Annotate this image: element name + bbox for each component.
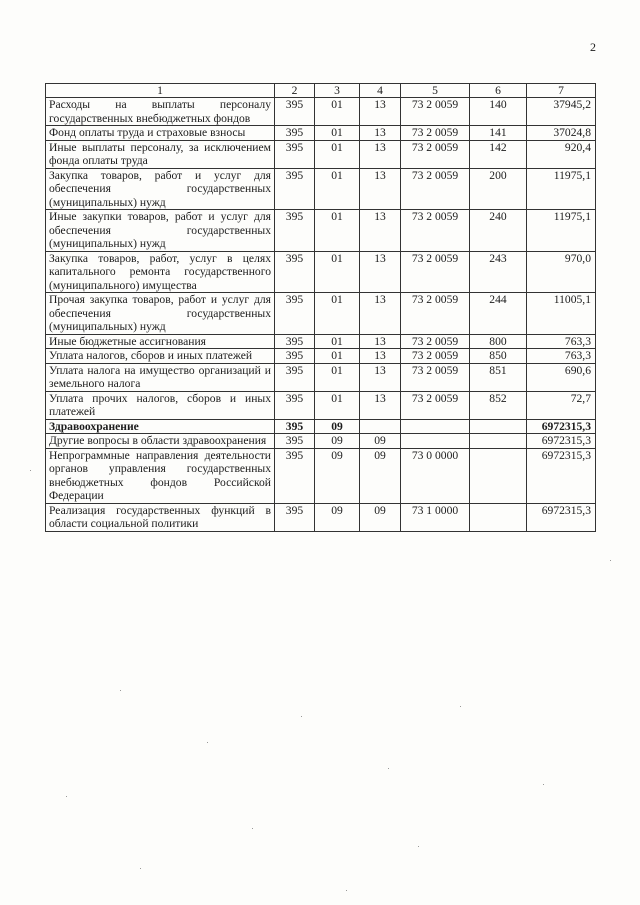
cell-sum: 72,7 — [527, 391, 596, 419]
table-row — [46, 168, 596, 210]
cell-csr: 73 0 0000 — [401, 448, 470, 503]
cell-vr — [470, 503, 527, 531]
cell-sum: 37945,2 — [527, 98, 596, 126]
cell-rz: 01 — [315, 363, 360, 391]
page-number: 2 — [590, 40, 596, 54]
cell-csr: 73 2 0059 — [401, 349, 470, 364]
cell-vr: 200 — [470, 168, 527, 210]
cell-grbs: 395 — [275, 168, 315, 210]
cell-sum: 970,0 — [527, 251, 596, 293]
cell-grbs: 395 — [275, 434, 315, 449]
table-row — [46, 349, 596, 364]
cell-csr: 73 2 0059 — [401, 210, 470, 252]
cell-grbs: 395 — [275, 293, 315, 335]
cell-rz: 01 — [315, 293, 360, 335]
cell-name: Уплата налога на имущество организаций и земельного налога — [46, 363, 275, 391]
table-row — [46, 126, 596, 141]
table-row — [46, 434, 596, 449]
column-header-7: 7 — [527, 84, 596, 98]
table-body — [46, 98, 596, 532]
cell-pr — [360, 419, 401, 434]
cell-vr: 852 — [470, 391, 527, 419]
cell-rz: 01 — [315, 126, 360, 141]
cell-sum: 37024,8 — [527, 126, 596, 141]
cell-rz: 09 — [315, 448, 360, 503]
cell-rz: 01 — [315, 391, 360, 419]
cell-vr — [470, 434, 527, 449]
cell-pr: 13 — [360, 210, 401, 252]
column-header-5: 5 — [401, 84, 470, 98]
cell-sum: 690,6 — [527, 363, 596, 391]
cell-name: Фонд оплаты труда и страховые взносы — [46, 126, 275, 141]
column-header-2: 2 — [275, 84, 315, 98]
cell-pr: 13 — [360, 140, 401, 168]
cell-grbs: 395 — [275, 251, 315, 293]
cell-rz: 09 — [315, 503, 360, 531]
cell-vr: 244 — [470, 293, 527, 335]
cell-name: Непрограммные направления деятельности органов управления государственных внебюджетных фондов Российской Федерации — [46, 448, 275, 503]
cell-rz: 01 — [315, 210, 360, 252]
cell-vr: 850 — [470, 349, 527, 364]
cell-sum: 6972315,3 — [527, 448, 596, 503]
cell-vr: 240 — [470, 210, 527, 252]
cell-csr: 73 2 0059 — [401, 363, 470, 391]
cell-vr: 243 — [470, 251, 527, 293]
cell-csr — [401, 419, 470, 434]
cell-sum: 6972315,3 — [527, 419, 596, 434]
cell-rz: 01 — [315, 98, 360, 126]
cell-sum: 763,3 — [527, 334, 596, 349]
cell-name: Реализация государственных функций в области социальной политики — [46, 503, 275, 531]
cell-sum: 6972315,3 — [527, 434, 596, 449]
cell-rz: 01 — [315, 349, 360, 364]
table-row — [46, 391, 596, 419]
cell-grbs: 395 — [275, 349, 315, 364]
cell-vr — [470, 419, 527, 434]
cell-grbs: 395 — [275, 210, 315, 252]
cell-pr: 09 — [360, 448, 401, 503]
cell-name: Расходы на выплаты персоналу государственных внебюджетных фондов — [46, 98, 275, 126]
cell-pr: 09 — [360, 503, 401, 531]
cell-pr: 13 — [360, 98, 401, 126]
cell-csr: 73 2 0059 — [401, 391, 470, 419]
cell-vr: 141 — [470, 126, 527, 141]
cell-sum: 11975,1 — [527, 210, 596, 252]
cell-grbs: 395 — [275, 140, 315, 168]
table-row — [46, 293, 596, 335]
cell-sum: 920,4 — [527, 140, 596, 168]
cell-csr: 73 1 0000 — [401, 503, 470, 531]
cell-pr: 13 — [360, 334, 401, 349]
cell-csr: 73 2 0059 — [401, 98, 470, 126]
cell-grbs: 395 — [275, 98, 315, 126]
cell-rz: 09 — [315, 419, 360, 434]
cell-pr: 13 — [360, 293, 401, 335]
cell-name: Закупка товаров, работ и услуг для обеспечения государственных (муниципальных) нужд — [46, 168, 275, 210]
cell-csr — [401, 434, 470, 449]
cell-pr: 09 — [360, 434, 401, 449]
table-row — [46, 140, 596, 168]
cell-grbs: 395 — [275, 391, 315, 419]
column-header-3: 3 — [315, 84, 360, 98]
cell-name: Закупка товаров, работ, услуг в целях капитального ремонта государственного (муниципального) имущества — [46, 251, 275, 293]
table-row — [46, 98, 596, 126]
cell-pr: 13 — [360, 349, 401, 364]
cell-pr: 13 — [360, 363, 401, 391]
cell-sum: 11005,1 — [527, 293, 596, 335]
cell-grbs: 395 — [275, 363, 315, 391]
table-row — [46, 334, 596, 349]
cell-rz: 01 — [315, 334, 360, 349]
cell-name: Другие вопросы в области здравоохранения — [46, 434, 275, 449]
cell-rz: 01 — [315, 140, 360, 168]
cell-vr: 140 — [470, 98, 527, 126]
cell-grbs: 395 — [275, 448, 315, 503]
column-header-1: 1 — [46, 84, 275, 98]
cell-pr: 13 — [360, 126, 401, 141]
budget-table — [45, 83, 596, 532]
cell-grbs: 395 — [275, 419, 315, 434]
cell-sum: 6972315,3 — [527, 503, 596, 531]
cell-name: Иные закупки товаров, работ и услуг для обеспечения государственных (муниципальных) нужд — [46, 210, 275, 252]
cell-csr: 73 2 0059 — [401, 251, 470, 293]
cell-csr: 73 2 0059 — [401, 334, 470, 349]
cell-rz: 09 — [315, 434, 360, 449]
column-header-6: 6 — [470, 84, 527, 98]
cell-vr: 800 — [470, 334, 527, 349]
column-header-4: 4 — [360, 84, 401, 98]
cell-csr: 73 2 0059 — [401, 293, 470, 335]
table-row — [46, 363, 596, 391]
cell-sum: 763,3 — [527, 349, 596, 364]
cell-grbs: 395 — [275, 334, 315, 349]
cell-vr: 851 — [470, 363, 527, 391]
cell-name: Здравоохранение — [46, 419, 275, 434]
cell-pr: 13 — [360, 251, 401, 293]
table-row — [46, 448, 596, 503]
cell-csr: 73 2 0059 — [401, 168, 470, 210]
cell-vr: 142 — [470, 140, 527, 168]
table-row — [46, 419, 596, 434]
cell-grbs: 395 — [275, 503, 315, 531]
cell-name: Иные выплаты персоналу, за исключением фонда оплаты труда — [46, 140, 275, 168]
cell-rz: 01 — [315, 168, 360, 210]
cell-name: Уплата прочих налогов, сборов и иных платежей — [46, 391, 275, 419]
table-row — [46, 503, 596, 531]
cell-name: Иные бюджетные ассигнования — [46, 334, 275, 349]
table-row — [46, 210, 596, 252]
cell-sum: 11975,1 — [527, 168, 596, 210]
cell-pr: 13 — [360, 391, 401, 419]
cell-csr: 73 2 0059 — [401, 140, 470, 168]
header-row — [46, 84, 596, 98]
cell-pr: 13 — [360, 168, 401, 210]
cell-vr — [470, 448, 527, 503]
cell-name: Уплата налогов, сборов и иных платежей — [46, 349, 275, 364]
cell-csr: 73 2 0059 — [401, 126, 470, 141]
cell-rz: 01 — [315, 251, 360, 293]
table-row — [46, 251, 596, 293]
cell-name: Прочая закупка товаров, работ и услуг для обеспечения государственных (муниципальных) нужд — [46, 293, 275, 335]
cell-grbs: 395 — [275, 126, 315, 141]
